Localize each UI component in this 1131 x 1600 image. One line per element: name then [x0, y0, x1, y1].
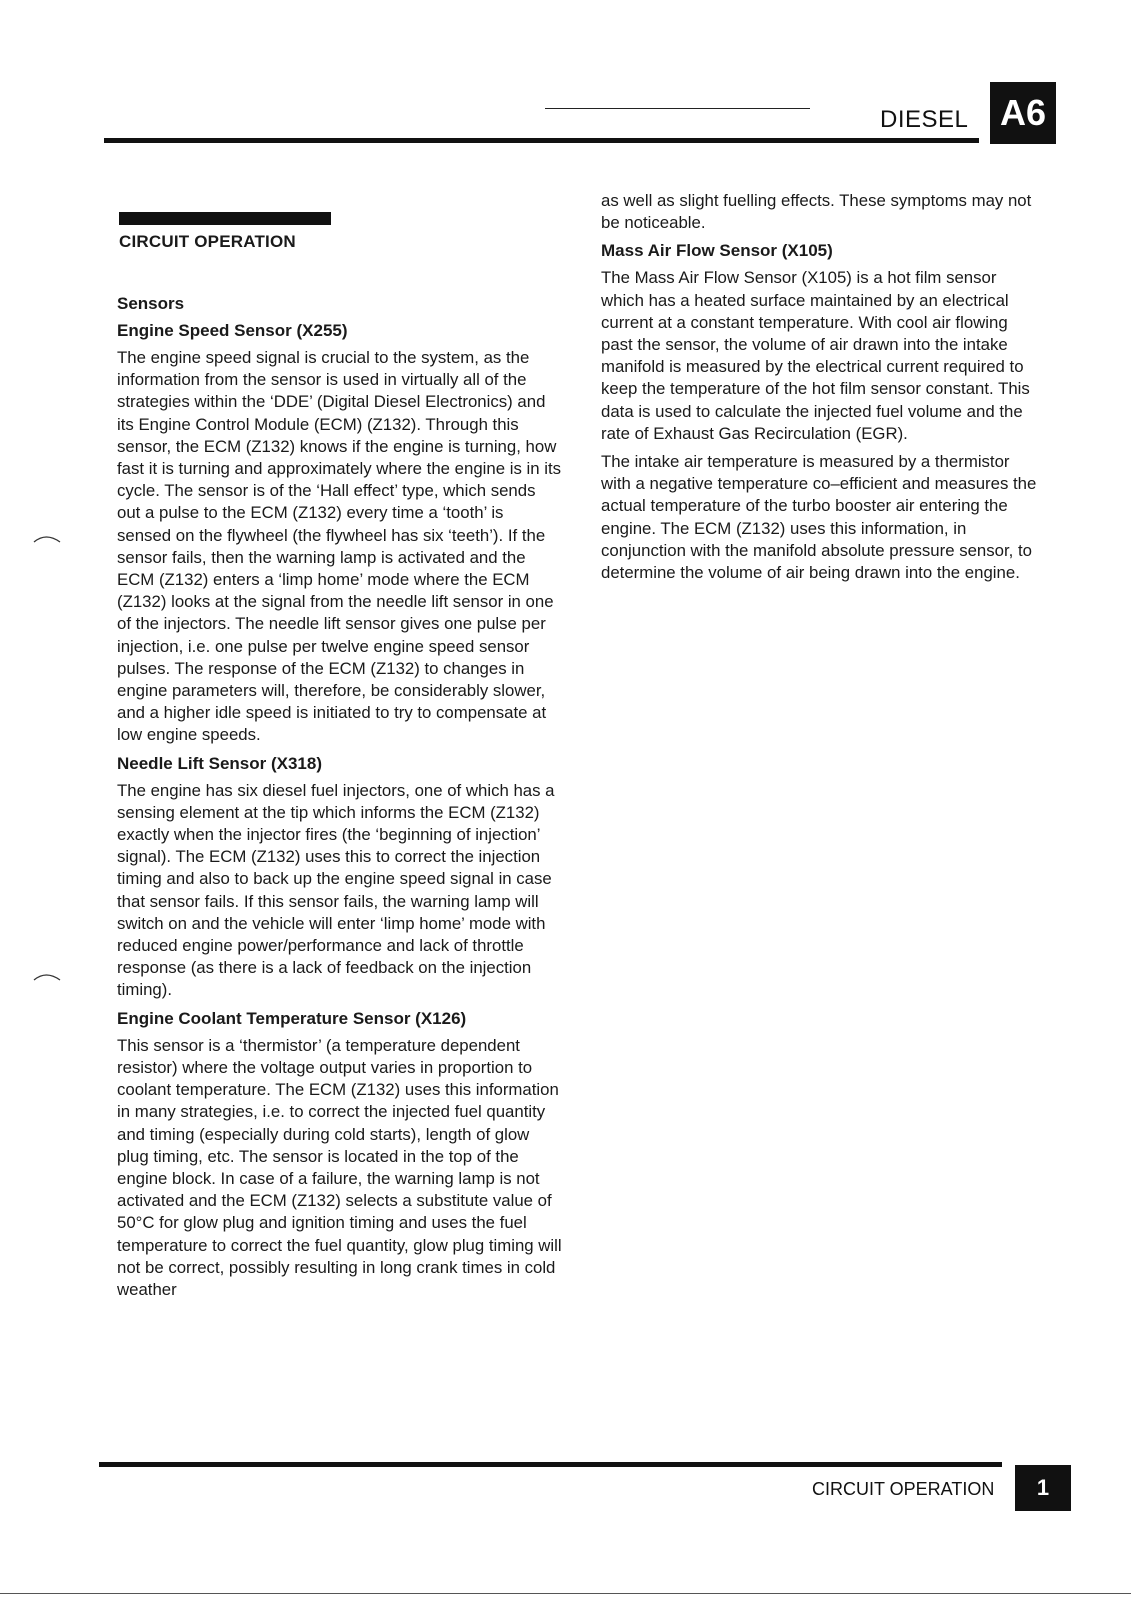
engine-speed-sensor-text: The engine speed signal is crucial to the system, as the information from the sensor is used in virtually all of the strategies within the ‘DDE’ (Digital Diesel Electronics) and its Engine Control Module (ECM) (Z132). Through this sensor, the ECM (Z132) knows if the engine is turning, how fast it is turning and approximately where the engine is in its cycle. The sensor is of the ‘Hall effect’ type, which sends out a pulse to the ECM (Z132) every time a ‘tooth’ is sensed on the flywheel (the flywheel has six ‘teeth’). If the sensor fails, then the warning lamp is activated and the ECM (Z132) enters a ‘limp home’ mode where the ECM (Z132) looks at the signal from the needle lift sensor in one of the injectors. The needle lift sensor gives one pulse per injection, i.e. one pulse per twelve engine speed sensor pulses. The response of the ECM (Z132) to changes in engine parameters will, therefore, be considerably slower, and a higher idle speed is initiated to try to compensate at low engine speeds.	[117, 348, 562, 745]
page-number-badge: 1	[1015, 1465, 1071, 1511]
mass-air-flow-sensor-text: The Mass Air Flow Sensor (X105) is a hot film sensor which has a heated surface maintained by an electrical current at a constant temperature. With cool air flowing past the sensor, the volume of air drawn into the intake manifold is measured by the electrical current required to keep the temperature of the hot film sensor constant. This data is used to calculate the injected fuel volume and the rate of Exhaust Gas Recirculation (EGR).	[601, 268, 1030, 443]
section-code-badge: A6	[990, 82, 1056, 144]
footer-label: CIRCUIT OPERATION	[812, 1479, 995, 1499]
right-column	[601, 190, 1041, 590]
footer-rule	[99, 1462, 1002, 1467]
header-thin-rule	[545, 108, 810, 109]
needle-lift-sensor-text: The engine has six diesel fuel injectors, one of which has a sensing element at the tip which informs the ECM (Z132) exactly when the injector fires (the ‘beginning of injection’ signal). The ECM (Z132) uses this to correct the injection timing and also to back up the engine speed signal in case that sensor fails. If this sensor fails, the warning lamp will switch on and the vehicle will enter ‘limp home’ mode with reduced engine power/performance and lack of throttle response (as there is a lack of feedback on the injection timing).	[117, 780, 555, 1000]
continuation-text: as well as slight fuelling effects. These symptoms may not be noticeable.	[601, 191, 1032, 233]
section-marker-bar	[119, 212, 331, 225]
left-column	[117, 293, 562, 1307]
coolant-temp-sensor-heading: Engine Coolant Temperature Sensor (X126)	[117, 1008, 467, 1028]
header-title: DIESEL	[880, 106, 969, 133]
header-rule	[104, 138, 979, 143]
section-heading: CIRCUIT OPERATION	[119, 232, 296, 251]
intake-air-temp-text: The intake air temperature is measured by a thermistor with a negative temperature co–efficient and measures the actual temperature of the turbo booster air entering the engine. The ECM (Z132) uses this information, in conjunction with the manifold absolute pressure sensor, to determine the volume of air being drawn into the engine.	[601, 452, 1037, 583]
engine-speed-sensor-heading: Engine Speed Sensor (X255)	[117, 321, 348, 340]
coolant-temp-sensor-text: This sensor is a ‘thermistor’ (a temperature dependent resistor) where the voltage output varies in proportion to coolant temperature. The ECM (Z132) uses this information in many strategies, i.e. to correct the injected fuel quantity and timing (especially during cold starts), length of glow plug timing, etc. The sensor is located in the top of the engine block. In case of a failure, the warning lamp is not activated and the ECM (Z132) selects a substitute value of 50°C for glow plug and ignition timing and uses the fuel temperature to correct the fuel quantity, glow plug timing will not be correct, possibly resulting in long crank times in cold weather	[117, 1035, 562, 1299]
punch-hole-mark	[32, 972, 62, 982]
needle-lift-sensor-heading: Needle Lift Sensor (X318)	[117, 753, 323, 773]
punch-hole-mark	[32, 534, 62, 544]
sensors-subheading: Sensors	[117, 294, 185, 313]
mass-air-flow-sensor-heading: Mass Air Flow Sensor (X105)	[601, 241, 833, 261]
page-bottom-edge	[0, 1593, 1131, 1594]
